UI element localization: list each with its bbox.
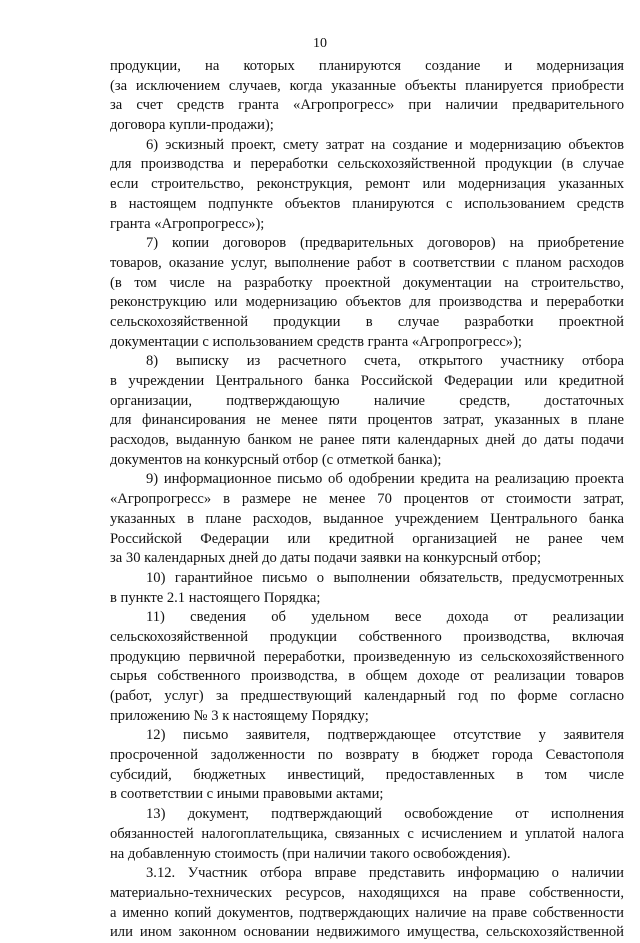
text-line: документации с использованием средств гранта «Агропрогресс»); — [110, 333, 522, 350]
text-line: расходов, выданную банком не ранее пяти календарных дней до даты подачи — [110, 432, 624, 449]
text-line: за счет средств гранта «Агропрогресс» при наличии предварительного — [110, 97, 624, 114]
text-line: 13) документ, подтверждающий освобождение от исполнения — [146, 806, 624, 823]
text-line: 7) копии договоров (предварительных договоров) на приобретение — [146, 235, 624, 252]
text-line: сельскохозяйственной продукции собственного производства, включая — [110, 628, 624, 645]
text-line: 3.12. Участник отбора вправе представить информацию о наличии — [146, 865, 624, 882]
text-line: на добавленную стоимость (при наличии такого освобождения). — [110, 845, 511, 862]
text-line: 11) сведения об удельном весе дохода от реализации — [146, 609, 624, 626]
text-line: или ином законном основании недвижимого имущества, сельскохозяйственной — [110, 924, 624, 941]
text-line: а именно копий документов, подтверждающих наличие на праве собственности — [110, 904, 624, 921]
page-number: 10 — [313, 36, 327, 51]
text-line: материально-технических ресурсов, находящихся на праве собственности, — [110, 884, 624, 901]
text-line: для производства и переработки сельскохозяйственной продукции (в случае — [110, 156, 624, 173]
text-line: обязанностей налогоплательщика, связанных с исчислением и уплатой налога — [110, 825, 624, 842]
text-line: в настоящем подпункте объектов планируются с использованием средств — [110, 195, 624, 212]
text-line: продукцию первичной переработки, произведенную из сельскохозяйственного — [110, 648, 624, 665]
text-line: субсидий, бюджетных инвестиций, предоставленных в том числе — [110, 766, 624, 783]
text-line: (работ, услуг) за предшествующий календарный год по форме согласно — [110, 688, 624, 704]
text-line: гранта «Агропрогресс»); — [110, 215, 265, 232]
text-line: приложению № 3 к настоящему Порядку; — [110, 707, 369, 724]
text-line: реконструкцию или модернизацию объектов для производства и переработки — [110, 294, 624, 311]
text-line: просроченной задолженности по возврату в бюджет города Севастополя — [110, 747, 624, 764]
text-line: в учреждении Центрального банка Российской Федерации или кредитной — [110, 373, 624, 389]
text-line: продукции, на которых планируются создание и модернизация — [110, 58, 624, 74]
text-line: сырья собственного производства, в общем доходе от реализации товаров — [110, 668, 624, 685]
text-line: документов на конкурсный отбор (с отметкой банка); — [110, 451, 442, 468]
text-line: для финансирования не менее пяти процентов затрат, указанных в плане — [110, 412, 624, 429]
text-line: в соответствии с иными правовыми актами; — [110, 786, 384, 803]
text-line: договора купли-продажи); — [110, 117, 274, 134]
text-line: сельскохозяйственной продукции в случае разработки проектной — [110, 313, 624, 330]
text-line: 10) гарантийное письмо о выполнении обязательств, предусмотренных — [146, 569, 624, 586]
text-line: организации, подтверждающую наличие средств, достаточных — [110, 392, 624, 409]
document-body — [110, 57, 624, 943]
text-line: 9) информационное письмо об одобрении кредита на реализацию проекта — [146, 471, 624, 488]
text-line: товаров, оказание услуг, выполнение работ в соответствии с планом расходов — [110, 254, 624, 271]
text-line: (за исключением случаев, когда указанные объекты планируется приобрести — [110, 77, 624, 94]
text-line: 12) письмо заявителя, подтверждающее отсутствие у заявителя — [146, 727, 624, 744]
text-line: (в том числе на разработку проектной документации на строительство, — [110, 274, 624, 291]
text-line: указанных в плане расходов, выданное учреждением Центрального банка — [110, 510, 624, 527]
text-line: за 30 календарных дней до даты подачи заявки на конкурсный отбор; — [110, 550, 542, 567]
text-line: если строительство, реконструкция, ремонт или модернизация указанных — [110, 176, 624, 193]
text-line: «Агропрогресс» в размере не менее 70 процентов от стоимости затрат, — [110, 491, 624, 508]
text-line: Российской Федерации или кредитной организацией не ранее чем — [110, 530, 624, 547]
text-line: 6) эскизный проект, смету затрат на создание и модернизацию объектов — [146, 136, 624, 153]
text-line: 8) выписку из расчетного счета, открытого участнику отбора — [146, 353, 624, 370]
text-line: в пункте 2.1 настоящего Порядка; — [110, 589, 321, 606]
